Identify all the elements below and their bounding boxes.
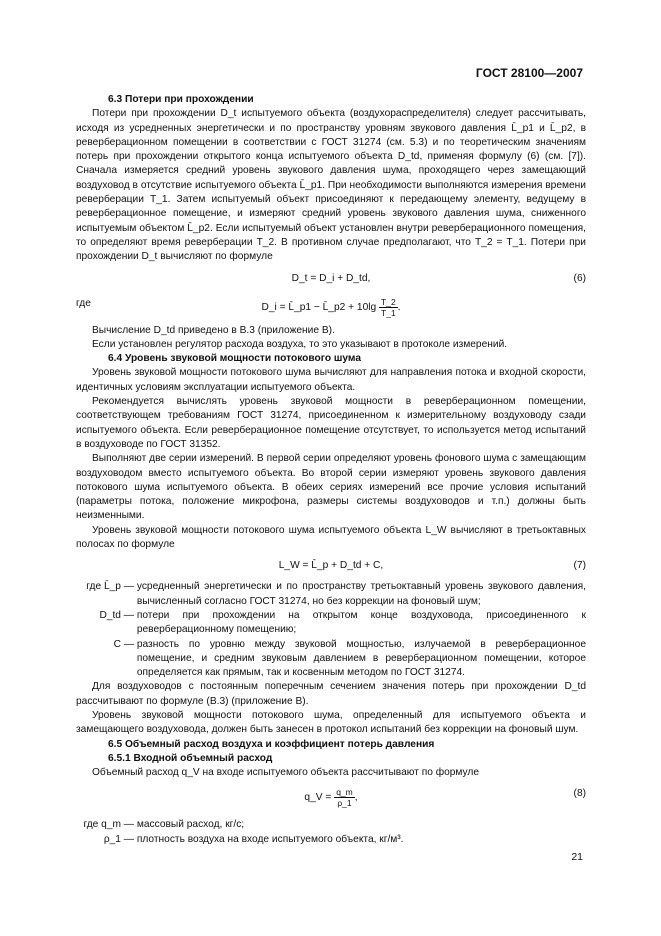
paragraph: Выполняют две серии измерений. В первой серии определяют уровень фонового шума с замещающим воздуховодом вместо испытуемого объекта. Во второй серии измеряют уровень звукового давления потокового шума испытуемого объекта. В обеих сериях измерений все прочие условия испытаний (параметры потока, положение микрофона, размеры системы воздуховодов и т.п.) должны быть неизменными. xyxy=(76,453,586,522)
subsection-title-6-5-1: 6.5.1 Входной объемный расход xyxy=(108,752,273,764)
paragraph: Вычисление D_td приведено в B.3 (приложение B). xyxy=(92,324,335,336)
fraction-denominator: T_1 xyxy=(381,307,396,318)
formula-end: . xyxy=(397,301,401,313)
definition-item xyxy=(76,818,586,832)
definition-item xyxy=(76,580,586,609)
fraction-denominator: ρ_1 xyxy=(337,798,352,809)
formula-left: q_V = xyxy=(304,792,332,804)
paragraph: Уровень звуковой мощности потокового шума испытуемого объекта L_W вычисляют в третьоктавных полосах по формуле xyxy=(76,524,586,551)
definition-symbol: где q_m — xyxy=(83,819,134,831)
page-number: 21 xyxy=(571,851,583,863)
definition-text: плотность воздуха на входе испытуемого объекта, кг/м³. xyxy=(136,833,404,845)
formula-expression xyxy=(76,787,586,808)
formula-6 xyxy=(76,268,586,290)
definitions-list xyxy=(76,818,586,847)
formula-di xyxy=(76,293,586,321)
definition-item xyxy=(76,833,586,847)
section-title-6-4: 6.4 Уровень звуковой мощности потокового шума xyxy=(108,353,361,365)
definition-symbol: ρ_1 — xyxy=(103,833,134,845)
definition-item xyxy=(76,609,586,638)
formula-number: (7) xyxy=(573,560,586,572)
definition-symbol: D_td — xyxy=(99,609,134,621)
definition-symbol: C — xyxy=(113,638,134,650)
definition-item xyxy=(76,638,586,681)
document-code: ГОСТ 28100—2007 xyxy=(475,66,583,80)
fraction-numerator: T_2 xyxy=(381,296,396,307)
paragraph: Потери при прохождении D_t испытуемого объекта (воздухораспределителя) следует рассчитывать, исходя из усредненных энергетически и по пространству уровням звукового давления L̄_p1 и L̄_p2, в реверберационном помещении в соответствии с ГОСТ 31274 (см. 5.3) и по теоретическим значениям потерь при прохождении открытого конца испытуемого объекта D_td, применяя формулу (6) (см. [7]). Сначала измеряется средний уровень звукового давления шума, проходящего через замещающий воздуховод в отсутствие испытуемого объекта L̄_p1. При необходимости выполняются измерения времени реверберации T_1. Затем испытуемый объект присоединяют к передающему элементу, ведущему в реверберационное помещение, и измеряют средний уровень звукового давления шума, сниженного испытуемым объектом L̄_p2. Если испытуемый объект установлен внутри реверберационного помещения, то определяют время реверберации T_2. В противном случае предполагают, что T_2 = T_1. Потери при прохождении D_t вычисляют по формуле xyxy=(76,108,586,263)
formula-expression: D_t = D_i + D_td, xyxy=(291,272,371,284)
formula-expression: L_W = L̄_p + D_td + C, xyxy=(278,560,384,572)
definition-text: потери при прохождении на открытом конце воздуховода, присоединенного к реверберационному помещению; xyxy=(136,609,586,636)
section-title-6-5: 6.5 Объемный расход воздуха и коэффициент потерь давления xyxy=(108,738,435,750)
document-body xyxy=(76,93,586,847)
paragraph: Объемный расход q_V на входе испытуемого объекта рассчитывают по формуле xyxy=(92,767,480,779)
paragraph: Рекомендуется вычислять уровень звуковой мощности в реверберационном помещении, соответствующем требованиям ГОСТ 31274, присоединенном к измерительному воздуховоду сзади испытуемого объекта. Если реверберационное помещение отсутствует, то используется метод испытаний в воздуховоде по ГОСТ 31352. xyxy=(76,396,586,450)
where-label: где xyxy=(76,297,91,309)
paragraph: Для воздуховодов с постоянным поперечным сечением значения потерь при прохождении D_td рассчитывают по формуле (B.3) (приложение B). xyxy=(76,681,586,707)
paragraph: Уровень звуковой мощности потокового шума, определенный для испытуемого объекта и замещающего воздуховода, должен быть занесен в протокол испытаний без коррекции на фоновый шум. xyxy=(76,709,586,736)
formula-left: D_i = L̄_p1 − L̄_p2 + 10lg xyxy=(261,301,377,313)
section-title-6-3: 6.3 Потери при прохождении xyxy=(108,94,254,105)
fraction xyxy=(334,787,355,808)
definition-text: разность по уровню между звуковой мощностью, излучаемой в реверберационное помещение, и средним звуковым давлением в реверберационном помещении, которое определяется как прямым, так и косвенным методом по ГОСТ 31274. xyxy=(136,638,586,679)
fraction xyxy=(379,297,398,318)
definition-text: массовый расход, кг/с; xyxy=(136,819,245,831)
formula-7 xyxy=(76,555,586,577)
definitions-list xyxy=(76,580,586,680)
fraction-numerator: q_m xyxy=(336,787,353,798)
paragraph: Если установлен регулятор расхода воздуха, то это указывают в протоколе измерений. xyxy=(92,338,508,350)
formula-end: , xyxy=(354,792,358,804)
formula-expression xyxy=(76,297,586,318)
definition-text: усредненный энергетически и по пространству третьоктавный уровень звукового давления, вычисленный согласно ГОСТ 31274, но без коррекции на фоновый шум; xyxy=(136,581,586,607)
definition-symbol: где L̄_p — xyxy=(86,581,134,593)
paragraph: Уровень звуковой мощности потокового шума вычисляют для направления потока и входной скорости, идентичных условиям эксплуатации испытуемого объекта. xyxy=(76,367,586,393)
formula-number: (6) xyxy=(573,272,586,284)
formula-number: (8) xyxy=(573,788,586,800)
formula-8 xyxy=(76,783,586,815)
